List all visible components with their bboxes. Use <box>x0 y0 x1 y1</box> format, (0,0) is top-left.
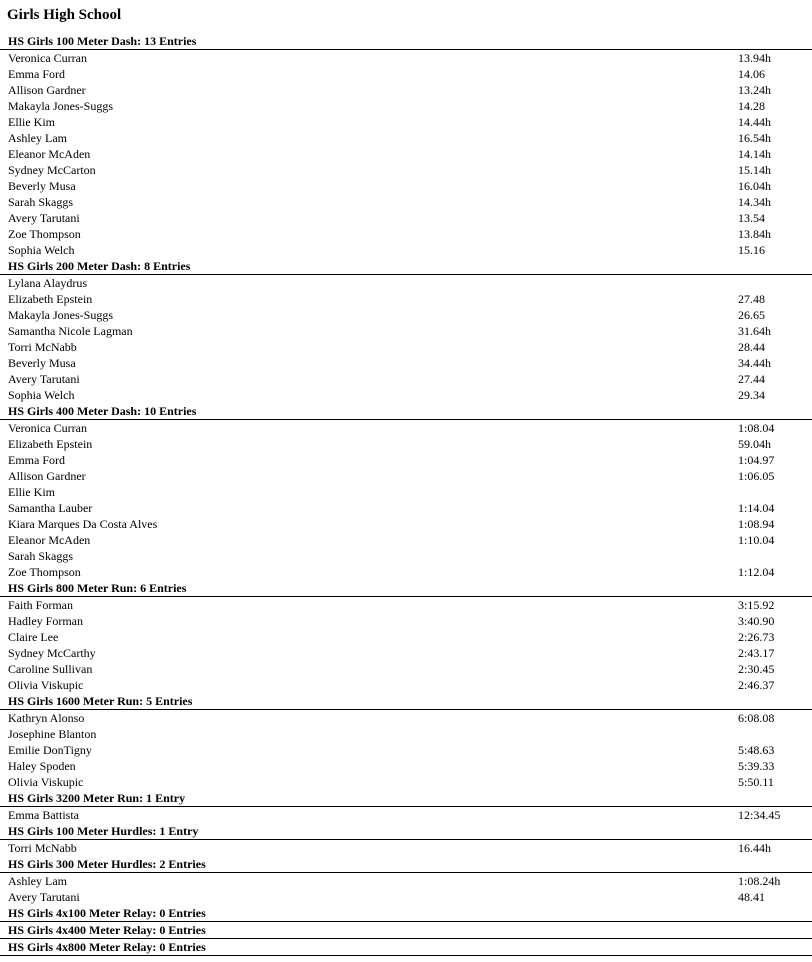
seed-mark: 1:14.04 <box>738 501 775 515</box>
athlete-name: Sarah Skaggs <box>8 549 73 563</box>
entry-row <box>0 873 812 889</box>
event-section <box>0 580 812 693</box>
event-section <box>0 905 812 922</box>
seed-mark: 2:43.17 <box>738 646 775 660</box>
athlete-name: Allison Gardner <box>8 83 86 97</box>
entry-row <box>0 629 812 645</box>
seed-mark: 6:08.08 <box>738 711 775 725</box>
seed-mark: 27.48 <box>738 292 765 306</box>
entry-row <box>0 82 812 98</box>
entry-row <box>0 758 812 774</box>
athlete-name: Ashley Lam <box>8 874 67 888</box>
athlete-name: Caroline Sullivan <box>8 662 93 676</box>
entry-row <box>0 484 812 500</box>
seed-mark: 1:12.04 <box>738 565 775 579</box>
page-title: Girls High School <box>7 7 122 23</box>
seed-mark <box>730 726 812 742</box>
athlete-name: Torri McNabb <box>8 841 77 855</box>
athlete-name: Makayla Jones-Suggs <box>8 308 113 322</box>
athlete-name: Torri McNabb <box>8 340 77 354</box>
entry-row <box>0 323 812 339</box>
event-section <box>0 939 812 956</box>
athlete-name: Ellie Kim <box>8 485 55 499</box>
seed-mark: 16.04h <box>738 179 771 193</box>
entry-row <box>0 436 812 452</box>
athlete-name: Allison Gardner <box>8 469 86 483</box>
entry-row <box>0 242 812 258</box>
seed-mark: 16.54h <box>738 131 771 145</box>
seed-mark: 14.06 <box>738 67 765 81</box>
athlete-name: Claire Lee <box>8 630 59 644</box>
athlete-name: Elizabeth Epstein <box>8 437 93 451</box>
entry-row <box>0 387 812 403</box>
seed-mark: 13.94h <box>738 51 771 65</box>
event-header: HS Girls 200 Meter Dash: 8 Entries <box>0 258 812 275</box>
entry-row <box>0 66 812 82</box>
athlete-name: Sophia Welch <box>8 388 75 402</box>
athlete-name: Ashley Lam <box>8 131 67 145</box>
event-header: HS Girls 4x400 Meter Relay: 0 Entries <box>0 922 812 939</box>
athlete-name: Zoe Thompson <box>8 227 81 241</box>
event-header: HS Girls 4x100 Meter Relay: 0 Entries <box>0 905 812 922</box>
athlete-name: Emma Battista <box>8 808 79 822</box>
entry-row <box>0 597 812 613</box>
entry-row <box>0 807 812 823</box>
athlete-name: Beverly Musa <box>8 179 76 193</box>
entry-row <box>0 742 812 758</box>
athlete-name: Kathryn Alonso <box>8 711 85 725</box>
entry-row <box>0 840 812 856</box>
entry-row <box>0 339 812 355</box>
athlete-name: Ellie Kim <box>8 115 55 129</box>
athlete-name: Sydney McCarton <box>8 163 96 177</box>
seed-mark: 15.16 <box>738 243 765 257</box>
entry-row <box>0 178 812 194</box>
entry-row <box>0 98 812 114</box>
athlete-name: Olivia Viskupic <box>8 678 84 692</box>
seed-mark: 27.44 <box>738 372 765 386</box>
entry-row <box>0 162 812 178</box>
athlete-name: Kiara Marques Da Costa Alves <box>8 517 158 531</box>
seed-mark: 14.28 <box>738 99 765 113</box>
athlete-name: Sarah Skaggs <box>8 195 73 209</box>
entry-row <box>0 452 812 468</box>
entry-row <box>0 194 812 210</box>
seed-mark: 16.44h <box>738 841 771 855</box>
event-section <box>0 258 812 403</box>
seed-mark: 28.44 <box>738 340 765 354</box>
athlete-name: Lylana Alaydrus <box>8 276 87 290</box>
event-header: HS Girls 100 Meter Hurdles: 1 Entry <box>0 823 812 840</box>
athlete-name: Elizabeth Epstein <box>8 292 93 306</box>
seed-mark <box>730 275 812 291</box>
seed-mark: 14.34h <box>738 195 771 209</box>
seed-mark <box>730 548 812 564</box>
entry-row <box>0 645 812 661</box>
athlete-name: Veronica Curran <box>8 421 87 435</box>
seed-mark: 3:40.90 <box>738 614 775 628</box>
entry-row <box>0 114 812 130</box>
entry-row <box>0 226 812 242</box>
entry-row <box>0 307 812 323</box>
seed-mark: 1:06.05 <box>738 469 775 483</box>
entry-row <box>0 564 812 580</box>
entry-row <box>0 516 812 532</box>
entry-row <box>0 532 812 548</box>
athlete-name: Josephine Blanton <box>8 727 97 741</box>
seed-mark: 2:30.45 <box>738 662 775 676</box>
seed-mark: 14.14h <box>738 147 771 161</box>
seed-mark: 1:08.24h <box>738 874 781 888</box>
seed-mark: 29.34 <box>738 388 765 402</box>
entry-row <box>0 500 812 516</box>
entry-row <box>0 50 812 66</box>
entry-row <box>0 726 812 742</box>
entry-row <box>0 130 812 146</box>
event-section <box>0 693 812 790</box>
seed-mark: 1:10.04 <box>738 533 775 547</box>
seed-mark: 14.44h <box>738 115 771 129</box>
seed-mark: 15.14h <box>738 163 771 177</box>
entry-row <box>0 710 812 726</box>
event-header: HS Girls 4x800 Meter Relay: 0 Entries <box>0 939 812 956</box>
athlete-name: Beverly Musa <box>8 356 76 370</box>
athlete-name: Faith Forman <box>8 598 73 612</box>
seed-mark: 2:26.73 <box>738 630 775 644</box>
entry-row <box>0 468 812 484</box>
event-header: HS Girls 3200 Meter Run: 1 Entry <box>0 790 812 807</box>
event-header: HS Girls 100 Meter Dash: 13 Entries <box>0 33 812 50</box>
entry-row <box>0 146 812 162</box>
event-header: HS Girls 800 Meter Run: 6 Entries <box>0 580 812 597</box>
athlete-name: Emma Ford <box>8 67 65 81</box>
entry-row <box>0 774 812 790</box>
athlete-name: Emilie DonTigny <box>8 743 92 757</box>
athlete-name: Sydney McCarthy <box>8 646 96 660</box>
athlete-name: Sophia Welch <box>8 243 75 257</box>
athlete-name: Samantha Nicole Lagman <box>8 324 133 338</box>
event-section <box>0 790 812 823</box>
event-header: HS Girls 1600 Meter Run: 5 Entries <box>0 693 812 710</box>
seed-mark: 48.41 <box>738 890 765 904</box>
athlete-name: Avery Tarutani <box>8 890 80 904</box>
athlete-name: Samantha Lauber <box>8 501 93 515</box>
entry-row <box>0 355 812 371</box>
entry-row <box>0 613 812 629</box>
entry-row <box>0 291 812 307</box>
seed-mark: 13.54 <box>738 211 765 225</box>
entry-row <box>0 661 812 677</box>
entry-row <box>0 677 812 693</box>
event-header: HS Girls 400 Meter Dash: 10 Entries <box>0 403 812 420</box>
seed-mark: 5:48.63 <box>738 743 775 757</box>
seed-mark: 3:15.92 <box>738 598 775 612</box>
entry-row <box>0 889 812 905</box>
seed-mark: 2:46.37 <box>738 678 775 692</box>
seed-mark: 34.44h <box>738 356 771 370</box>
seed-mark: 5:50.11 <box>738 775 774 789</box>
athlete-name: Hadley Forman <box>8 614 83 628</box>
seed-mark: 59.04h <box>738 437 771 451</box>
athlete-name: Makayla Jones-Suggs <box>8 99 113 113</box>
seed-mark: 1:08.04 <box>738 421 775 435</box>
athlete-name: Emma Ford <box>8 453 65 467</box>
entry-row <box>0 275 812 291</box>
athlete-name: Haley Spoden <box>8 759 76 773</box>
seed-mark: 26.65 <box>738 308 765 322</box>
seed-mark: 1:08.94 <box>738 517 775 531</box>
seed-mark: 5:39.33 <box>738 759 775 773</box>
event-header: HS Girls 300 Meter Hurdles: 2 Entries <box>0 856 812 873</box>
seed-mark: 1:04.97 <box>738 453 775 467</box>
seed-mark: 31.64h <box>738 324 771 338</box>
event-section <box>0 403 812 580</box>
event-section <box>0 856 812 905</box>
athlete-name: Avery Tarutani <box>8 372 80 386</box>
entry-row <box>0 420 812 436</box>
seed-mark: 12:34.45 <box>738 808 781 822</box>
athlete-name: Eleanor McAden <box>8 147 91 161</box>
events-list <box>0 33 812 956</box>
athlete-name: Zoe Thompson <box>8 565 81 579</box>
seed-mark: 13.84h <box>738 227 771 241</box>
entry-row <box>0 548 812 564</box>
seed-mark <box>730 484 812 500</box>
event-section <box>0 823 812 856</box>
event-section <box>0 33 812 258</box>
athlete-name: Eleanor McAden <box>8 533 91 547</box>
seed-mark: 13.24h <box>738 83 771 97</box>
event-section <box>0 922 812 939</box>
entry-row <box>0 371 812 387</box>
entry-row <box>0 210 812 226</box>
athlete-name: Veronica Curran <box>8 51 87 65</box>
athlete-name: Olivia Viskupic <box>8 775 84 789</box>
athlete-name: Avery Tarutani <box>8 211 80 225</box>
